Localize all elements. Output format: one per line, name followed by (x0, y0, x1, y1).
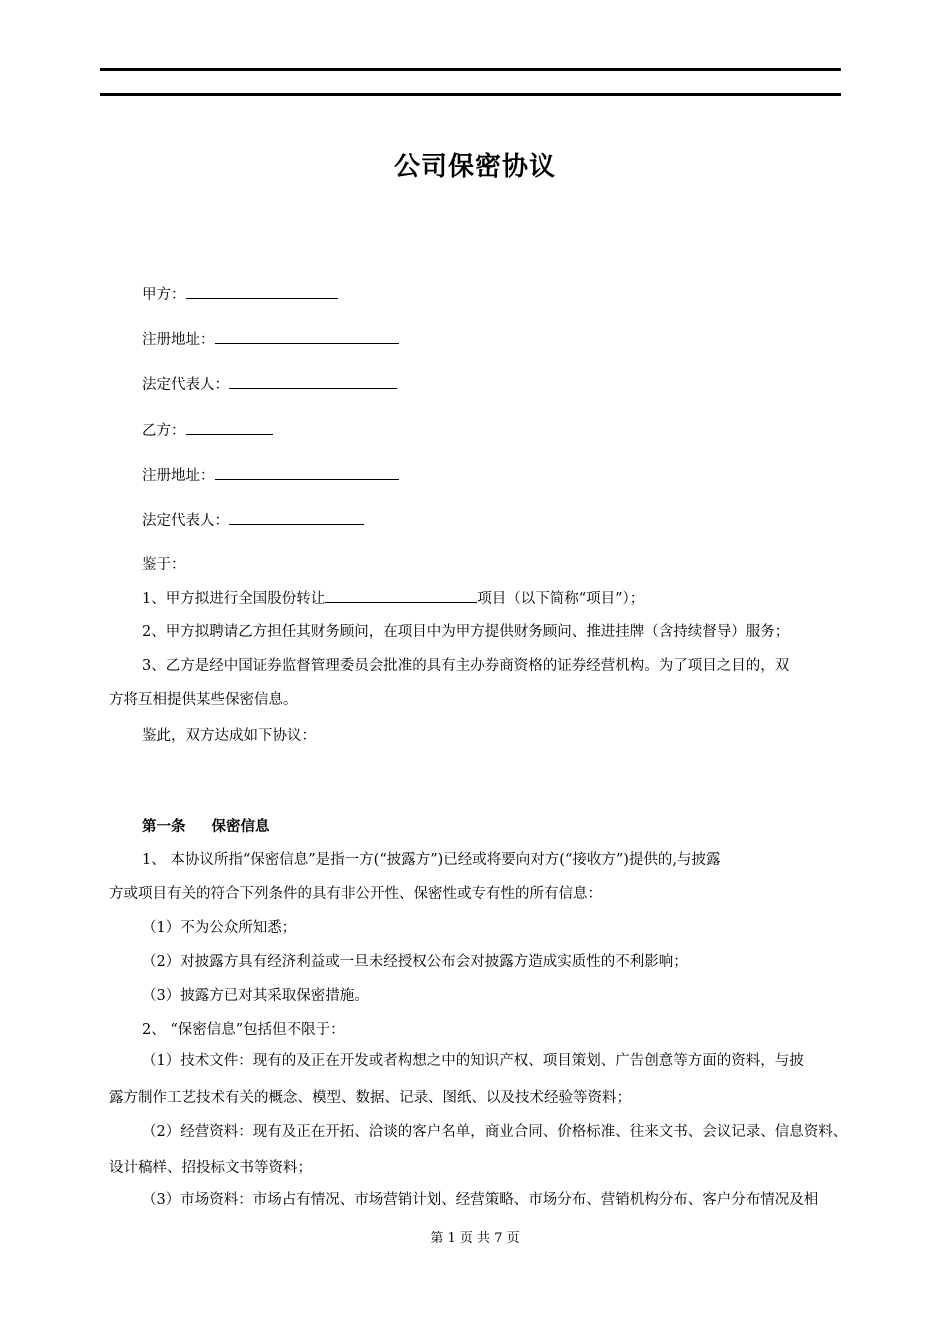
party-a-address-blank (215, 329, 399, 344)
recital-item-3-line-2: 方将互相提供某些保密信息。 (109, 692, 298, 708)
party-a-label: 甲方： (142, 287, 186, 303)
condition-3: （3）披露方已对其采取保密措施。 (142, 988, 369, 1004)
article-1-title: 保密信息 (211, 818, 270, 835)
recital-item-1-suffix: 项目（以下简称“项目”）； (477, 591, 645, 607)
party-b-rep-blank (229, 510, 364, 525)
business-docs-line-1: （2）经营资料：现有及正在开拓、洽谈的客户名单，商业合同、价格标准、往来文书、会议记录、信息资料、 (142, 1124, 848, 1140)
party-b-rep-row (142, 510, 364, 531)
header-rule-bottom (100, 93, 841, 96)
tech-docs-line-2: 露方制作工艺技术有关的概念、模型、数据、记录、图纸、以及技术经验等资料； (109, 1090, 631, 1106)
header-rule-top (100, 68, 841, 71)
party-b-row (142, 420, 273, 441)
party-a-rep-label: 法定代表人： (142, 377, 229, 393)
party-b-label: 乙方： (142, 423, 186, 439)
article-1-p1-line-1: 1、 本协议所指“保密信息”是指一方(“披露方”)已经或将要向对方(“接收方”)提供的,与披露 (142, 852, 721, 868)
party-b-address-row (142, 465, 399, 486)
party-b-address-label: 注册地址： (142, 468, 215, 484)
recitals-agreement: 鉴此，双方达成如下协议： (142, 728, 316, 744)
party-b-rep-label: 法定代表人： (142, 513, 229, 529)
recitals-intro: 鉴于： (142, 557, 186, 573)
page-footer: 第 1 页 共 7 页 (430, 1231, 520, 1246)
party-a-blank (186, 284, 338, 299)
document-title: 公司保密协议 (393, 152, 556, 182)
article-1-heading (142, 817, 270, 837)
article-1-p1-line-2: 方或项目有关的符合下列条件的具有非公开性、保密性或专有性的所有信息： (109, 886, 602, 902)
recital-item-3-line-1: 3、乙方是经中国证券监督管理委员会批准的具有主办券商资格的证券经营机构。为了项目之目的，双 (142, 658, 790, 674)
condition-2: （2）对披露方具有经济利益或一旦未经授权公布会对披露方造成实质性的不利影响； (142, 954, 688, 970)
party-b-address-blank (215, 465, 399, 480)
condition-1: （1）不为公众所知悉； (142, 920, 297, 936)
party-a-rep-blank (229, 374, 397, 389)
party-a-row (142, 284, 338, 305)
party-a-address-row (142, 329, 399, 350)
party-b-blank (186, 420, 273, 435)
party-a-rep-row (142, 374, 397, 395)
recital-item-2: 2、甲方拟聘请乙方担任其财务顾问，在项目中为甲方提供财务顾问、推进挂牌（含持续督导）服务； (142, 624, 790, 640)
project-name-blank (325, 588, 477, 603)
market-docs-line-1: （3）市场资料：市场占有情况、市场营销计划、经营策略、市场分布、营销机构分布、客户分布情况及相 (142, 1192, 819, 1208)
article-1-p2: 2、 “保密信息”包括但不限于： (142, 1022, 345, 1038)
tech-docs-line-1: （1）技术文件：现有的及正在开发或者构想之中的知识产权、项目策划、广告创意等方面的资料，与披 (142, 1053, 804, 1069)
recital-item-1 (142, 588, 644, 609)
article-1-number: 第一条 (142, 818, 186, 835)
recital-item-1-prefix: 1、甲方拟进行全国股份转让 (142, 591, 326, 607)
party-a-address-label: 注册地址： (142, 332, 215, 348)
business-docs-line-2: 设计稿样、招投标文书等资料； (109, 1160, 312, 1176)
